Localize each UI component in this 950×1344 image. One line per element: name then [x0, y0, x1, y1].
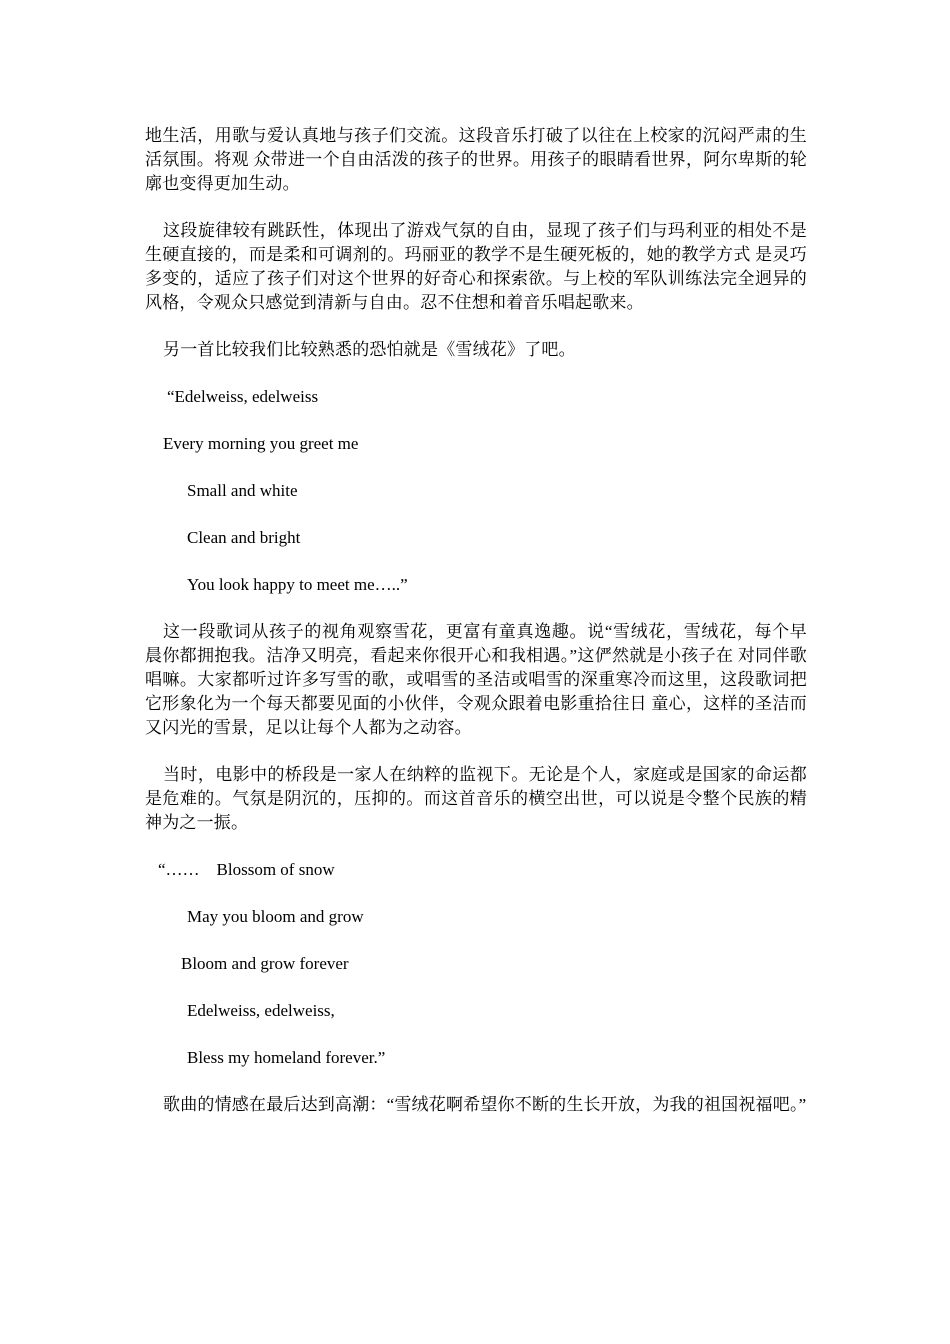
paragraph-3: 另一首比较我们比较熟悉的恐怕就是《雪绒花》了吧。 — [163, 340, 576, 359]
paragraph-5: 当时，电影中的桥段是一家人在纳粹的监视下。无论是个人，家庭或是国家的命运都是危难的。气氛是阴沉的，压抑的。而这首音乐的横空出世，可以说是令整个民族的精神为之一振。 — [145, 765, 807, 832]
paragraph-4: 这一段歌词从孩子的视角观察雪花，更富有童真逸趣。说“雪绒花，雪绒花，每个早晨你都拥抱我。洁净又明亮，看起来你很开心和我相遇。”这俨然就是小孩子在 对同伴歌唱嘛。大家都听过许多写雪的歌，或唱雪的圣洁或唱雪的深重寒冷而这里，这段歌词把它形象化为一个每天都要见面的小伙伴，令观众跟着电影重拾往日 童心，这样的圣洁而又闪光的雪景，足以让每个人都为之动容。 — [145, 622, 807, 737]
lyric-line: You look happy to meet me…..” — [187, 575, 408, 594]
lyric-line: May you bloom and grow — [187, 907, 364, 926]
lyric-line: Edelweiss, edelweiss, — [187, 1001, 335, 1020]
lyric-line: Bloom and grow forever — [181, 954, 349, 973]
paragraph-2: 这段旋律较有跳跃性，体现出了游戏气氛的自由，显现了孩子们与玛利亚的相处不是生硬直接的，而是柔和可调剂的。玛丽亚的教学不是生硬死板的，她的教学方式 是灵巧多变的，适应了孩子们对这个世界的好奇心和探索欲。与上校的军队训练法完全迥异的风格，令观众只感觉到清新与自由。忍不住想和着音乐唱起歌来。 — [145, 221, 807, 312]
document-page — [145, 124, 807, 1140]
lyric-line: “…… Blossom of snow — [158, 860, 335, 879]
paragraph-6: 歌曲的情感在最后达到高潮：“雪绒花啊希望你不断的生长开放，为我的祖国祝福吧。” — [163, 1095, 807, 1114]
lyric-line: Every morning you greet me — [163, 434, 359, 453]
lyric-line: Bless my homeland forever.” — [187, 1048, 386, 1067]
lyric-line: Clean and bright — [187, 528, 301, 547]
paragraph-1: 地生活，用歌与爱认真地与孩子们交流。这段音乐打破了以往在上校家的沉闷严肃的生活氛围。将观 众带进一个自由活泼的孩子的世界。用孩子的眼睛看世界，阿尔卑斯的轮廓也变得更加生动。 — [145, 126, 807, 193]
lyric-line: “Edelweiss, edelweiss — [167, 387, 319, 406]
lyric-line: Small and white — [187, 481, 298, 500]
